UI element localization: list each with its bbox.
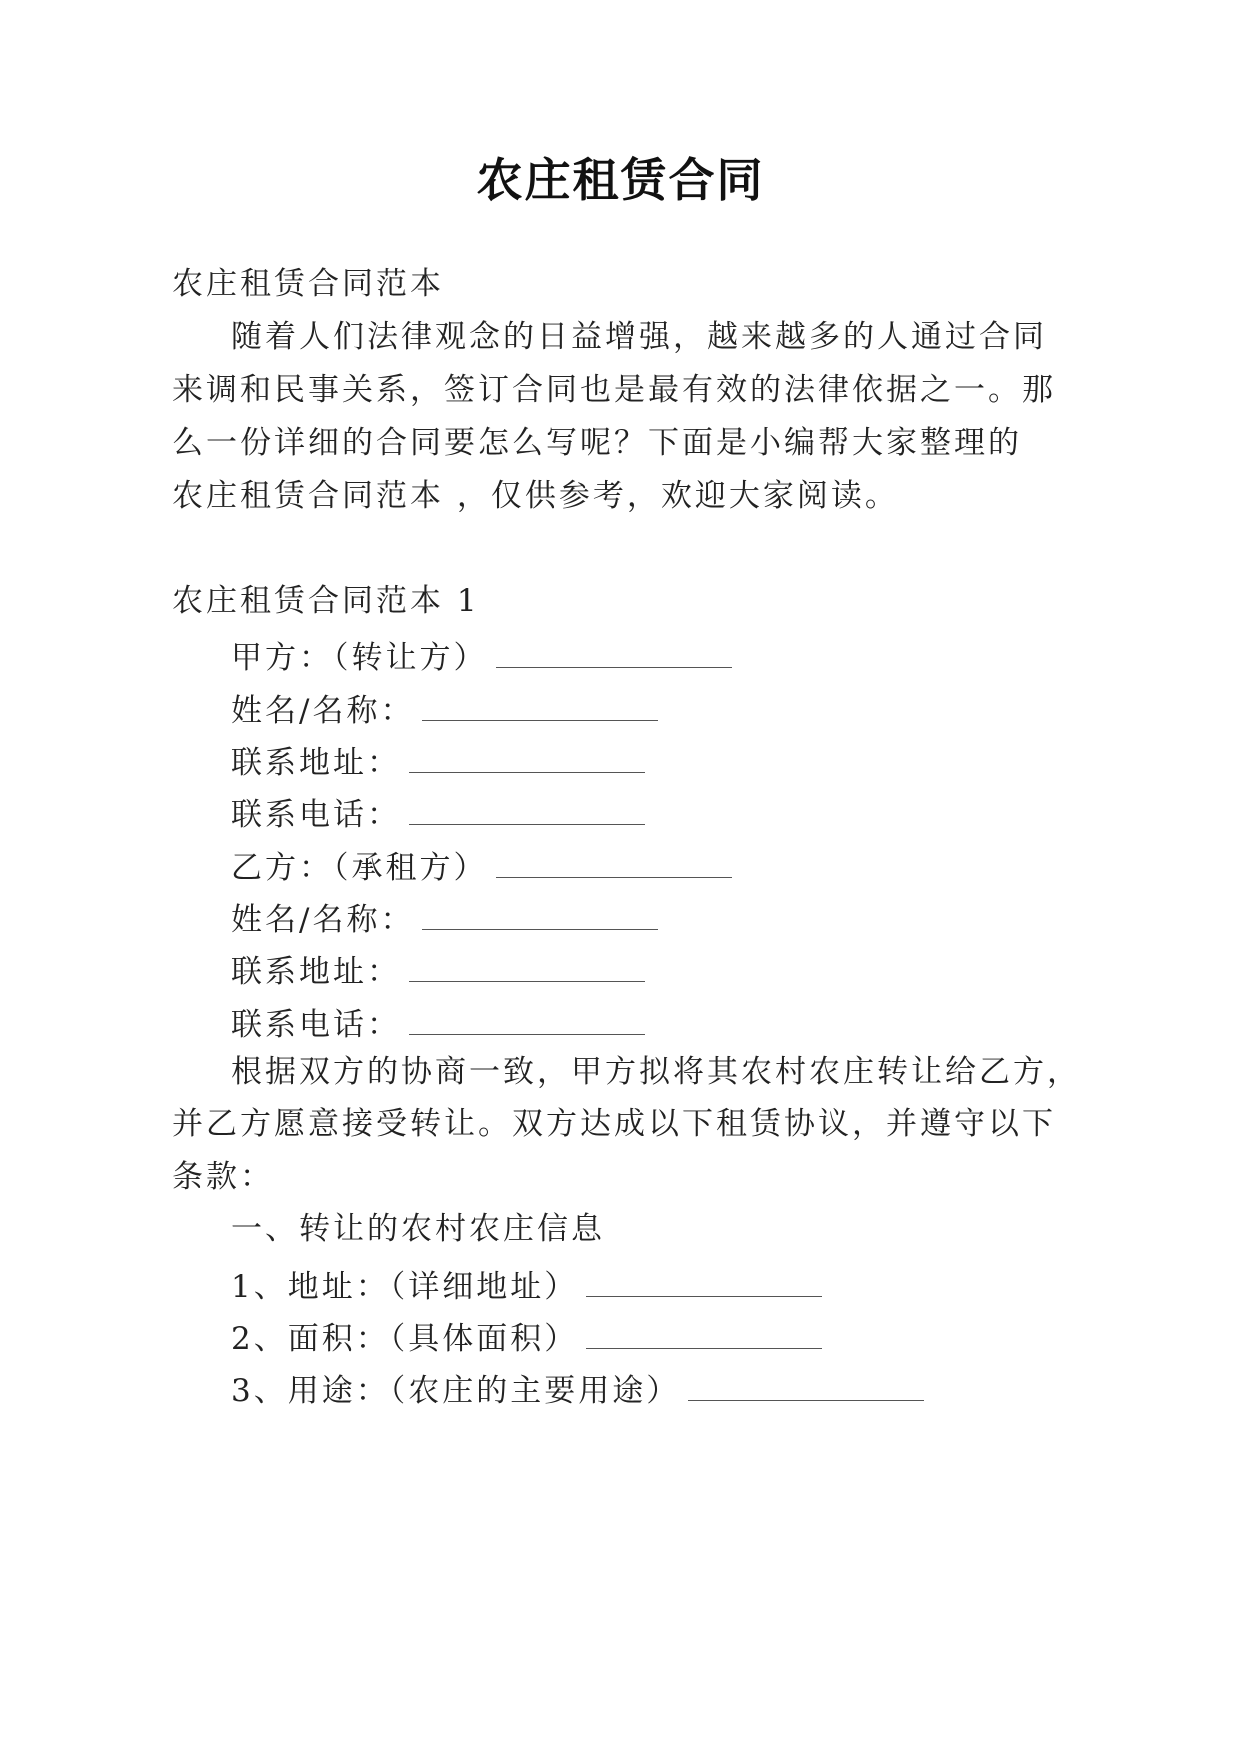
- party-a-phone-row: [231, 790, 645, 835]
- clause-item-usage-blank[interactable]: [688, 1366, 924, 1401]
- party-b-name-row: [231, 895, 658, 940]
- party-a-name-blank[interactable]: [422, 686, 658, 721]
- party-b-name-blank[interactable]: [422, 895, 658, 930]
- clause-heading: 一、转让的农村农庄信息: [231, 1211, 605, 1247]
- party-b-phone-blank[interactable]: [409, 1000, 645, 1035]
- intro-line-3: 么一份详细的合同要怎么写呢？下面是小编帮大家整理的: [172, 425, 1022, 461]
- party-b-blank[interactable]: [496, 843, 732, 878]
- clause-item-address-blank[interactable]: [586, 1262, 822, 1297]
- party-b-phone-label: 联系电话：: [231, 1007, 401, 1043]
- clause-item-address: [231, 1262, 822, 1307]
- clause-item-usage-label: 3、用途：（农庄的主要用途）: [231, 1373, 681, 1409]
- party-a-address-blank[interactable]: [409, 738, 645, 773]
- party-a-row: [231, 633, 732, 678]
- agreement-line-2: 并乙方愿意接受转让。双方达成以下租赁协议，并遵守以下: [172, 1106, 1056, 1142]
- party-a-address-row: [231, 738, 645, 783]
- intro-line-1: 随着人们法律观念的日益增强，越来越多的人通过合同: [231, 319, 1047, 355]
- clause-item-area-label: 2、面积：（具体面积）: [231, 1321, 579, 1357]
- clause-item-usage: [231, 1366, 924, 1411]
- party-b-name-label: 姓名/名称：: [231, 902, 415, 938]
- party-a-name-label: 姓名/名称：: [231, 693, 415, 729]
- clause-item-address-label: 1、地址：（详细地址）: [231, 1269, 579, 1305]
- party-b-phone-row: [231, 1000, 645, 1045]
- party-a-name-row: [231, 686, 658, 731]
- party-b-label: 乙方：（承租方）: [231, 850, 488, 886]
- party-b-address-row: [231, 947, 645, 992]
- party-b-row: [231, 843, 732, 888]
- party-a-phone-label: 联系电话：: [231, 797, 401, 833]
- party-b-address-blank[interactable]: [409, 947, 645, 982]
- clause-item-area-blank[interactable]: [586, 1314, 822, 1349]
- agreement-line-1: 根据双方的协商一致，甲方拟将其农村农庄转让给乙方，: [231, 1054, 1081, 1090]
- intro-line-2: 来调和民事关系，签订合同也是最有效的法律依据之一。那: [172, 372, 1056, 408]
- document-subtitle: 农庄租赁合同范本: [172, 266, 444, 302]
- agreement-line-3: 条款：: [172, 1159, 274, 1195]
- party-a-label: 甲方：（转让方）: [231, 640, 488, 676]
- document-title: 农庄租赁合同: [476, 153, 765, 207]
- party-a-address-label: 联系地址：: [231, 745, 401, 781]
- party-b-address-label: 联系地址：: [231, 954, 401, 990]
- section-heading: 农庄租赁合同范本 1: [172, 583, 480, 619]
- party-a-blank[interactable]: [496, 633, 732, 668]
- clause-item-area: [231, 1314, 822, 1359]
- party-a-phone-blank[interactable]: [409, 790, 645, 825]
- intro-line-4: 农庄租赁合同范本 ，仅供参考，欢迎大家阅读。: [172, 478, 899, 514]
